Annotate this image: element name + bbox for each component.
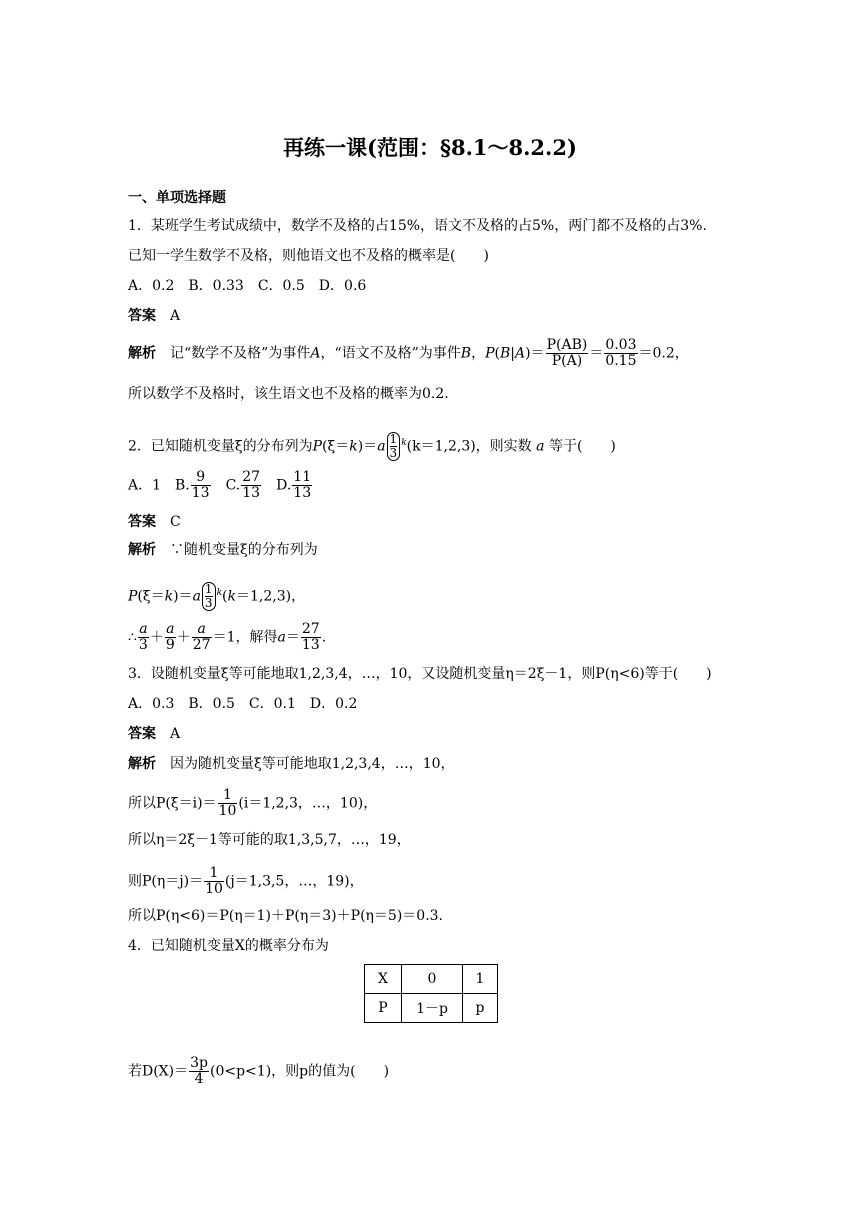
answer-label: 答案 — [128, 308, 156, 324]
table-cell: 0 — [402, 965, 463, 994]
q2-analysis-formula: P(ξ＝k)＝a $\frac{1}{3}$ $^k$(k＝1,2,3)， — [128, 582, 306, 610]
q3-analysis: 解析 因为随机变量ξ等可能地取1,2,3,4，…，10， — [128, 756, 455, 772]
q3-stem: 3．设随机变量ξ等可能地取1,2,3,4，…，10，又设随机变量η＝2ξ－1，则P(η<6)等于( ) — [128, 666, 712, 682]
analysis-text: ，“语文不及格”为事件 — [320, 345, 461, 362]
table-cell: 1 — [463, 965, 498, 994]
q4-stem: 4．已知随机变量X的概率分布为 — [128, 938, 329, 954]
distribution-table — [364, 964, 498, 1023]
q3-analysis-line2: 所以P(ξ＝i)＝ $\frac{1}{10}$ (i＝1,2,3，…，10)， — [128, 787, 378, 819]
q1-analysis-end: 所以数学不及格时，该生语文也不及格的概率为0.2. — [128, 386, 449, 402]
q2-stem: 2．已知随机变量ξ的分布列为P(ξ＝k)＝a $\frac{1}{3}$ $^k$(k＝1,2,3)，则实数 a 等于( ) — [128, 432, 616, 460]
fraction: $\frac{P(AB)}{P(A)}$ — [546, 337, 588, 369]
q2-analysis: 解析 ∵随机变量ξ的分布列为 — [128, 542, 318, 558]
analysis-text: 记“数学不及格”为事件 — [170, 345, 311, 362]
q1-analysis: 解析 记“数学不及格”为事件A，“语文不及格”为事件B，P(B|A)＝ $\frac{P(AB)}{P(A)}$ ＝ $\frac{0.03}{0.15}$ ＝0.2， — [128, 337, 689, 369]
table-row — [365, 994, 498, 1023]
paren-fraction: $\frac{1}{3}$ — [387, 432, 401, 461]
section-heading: 一、单项选择题 — [128, 190, 226, 206]
q3-analysis-line5: 所以P(η<6)＝P(η＝1)＋P(η＝3)＋P(η＝5)＝0.3. — [128, 908, 443, 924]
table-row — [365, 965, 498, 994]
q3-answer: 答案 A — [128, 726, 181, 742]
q1-answer — [128, 306, 180, 326]
q2-analysis-sum: ∴ $\frac{a}{3}$ ＋ $\frac{a}{9}$ ＋ $\frac{a}{27}$ ＝1，解得a＝ $\frac{27}{13}$ . — [128, 621, 327, 653]
q3-analysis-line4: 则P(η＝j)＝ $\frac{1}{10}$ (j＝1,3,5，…，19)， — [128, 865, 364, 897]
table-cell: 1－p — [402, 994, 463, 1023]
q1-stem-line2: 已知一学生数学不及格，则他语文也不及格的概率是( ) — [128, 248, 489, 264]
q2-answer: 答案 C — [128, 514, 181, 530]
q3-options: A．0.3 B．0.5 C．0.1 D．0.2 — [128, 696, 358, 712]
analysis-label: 解析 — [128, 345, 156, 362]
q2-options: A．1 B. $\frac{9}{13}$ C. $\frac{27}{13}$ D. $\frac{11}{13}$ — [128, 469, 312, 501]
fraction: $\frac{0.03}{0.15}$ — [605, 337, 637, 369]
table-cell: X — [365, 965, 402, 994]
page-title: 再练一课(范围：§8.1～8.2.2) — [283, 135, 577, 160]
q4-condition: 若D(X)＝ $\frac{3p}{4}$ (0<p<1)，则p的值为( ) — [128, 1055, 390, 1087]
q1-options: A．0.2 B．0.33 C．0.5 D．0.6 — [128, 278, 367, 294]
answer-value: A — [170, 308, 181, 324]
table-cell: P — [365, 994, 402, 1023]
q1-stem-line1: 1．某班学生考试成绩中，数学不及格的占15%，语文不及格的占5%，两门都不及格的占3%. — [128, 218, 707, 234]
table-cell: p — [463, 994, 498, 1023]
q3-analysis-line3: 所以η＝2ξ－1等可能的取1,3,5,7，…，19， — [128, 832, 411, 848]
